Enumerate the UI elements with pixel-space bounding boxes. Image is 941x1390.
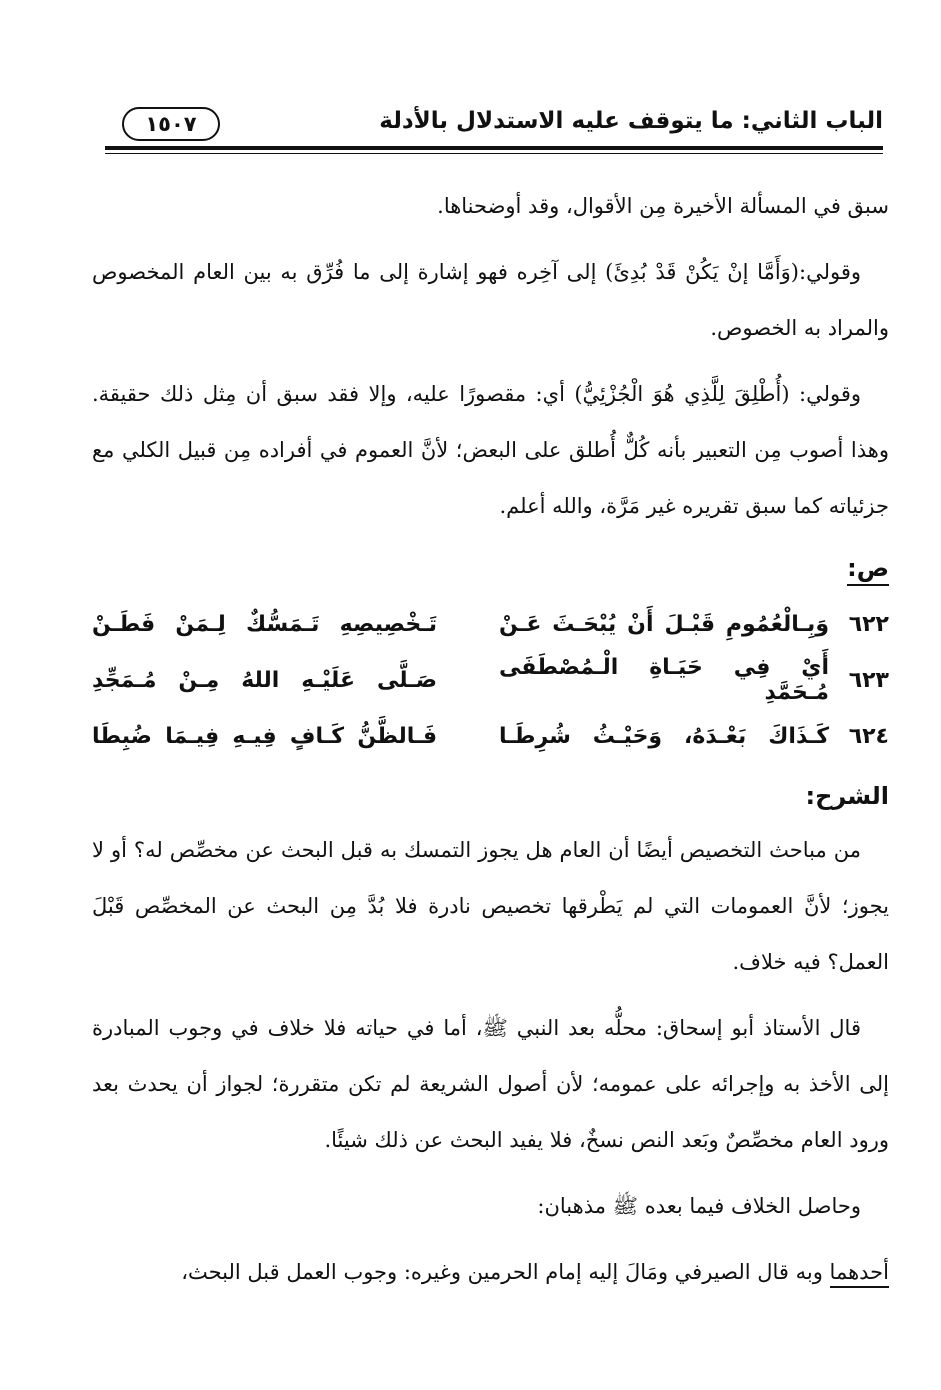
page-number-badge bbox=[122, 107, 220, 141]
verse-heading-label: ص: bbox=[847, 554, 889, 586]
page-number: ١٥٠٧ bbox=[145, 112, 197, 136]
paragraph: سبق في المسألة الأخيرة مِن الأقوال، وقد أوضحناها. bbox=[437, 194, 889, 218]
paragraph bbox=[92, 1244, 889, 1300]
verse-number: ٦٢٤ bbox=[848, 723, 889, 749]
underlined-lead-word: أحدهما bbox=[830, 1260, 889, 1288]
verse-second-hemistich: فَـالظَّنُّ كَـافٍ فِيـهِ فِيـمَا ضُبِطَا bbox=[92, 723, 437, 749]
verse-row bbox=[92, 596, 889, 652]
paragraph: من مباحث التخصيص أيضًا أن العام هل يجوز التمسك به قبل البحث عن مخصِّص له؟ أو لا يجوز؛ لأنَّ العمومات التي لم يَطْرقها تخصيص نادرة فلا بُدَّ مِن البحث عن المخصِّص قَبْلَ العمل؟ فيه خلاف. bbox=[92, 838, 889, 974]
verse-first-hemistich: وَبِـالْعُمُومِ قَبْـلَ أَنْ يُبْحَـثَ عَـنْ bbox=[499, 611, 829, 637]
verse-heading bbox=[92, 544, 889, 592]
paragraph-text: وبه قال الصيرفي ومَالَ إليه إمام الحرمين وغيره: وجوب العمل قبل البحث، bbox=[181, 1260, 830, 1284]
verse-first-hemistich: كَـذَاكَ بَعْـدَهُ، وَحَيْـثُ شُرِطَـا bbox=[499, 723, 829, 749]
paragraph: وقولي: (أُطْلِقَ لِلَّذِي هُوَ الْجُزْئِيُّ) أي: مقصورًا عليه، وإلا فقد سبق أن مِثل ذلك حقيقة. وهذا أصوب مِن التعبير بأنه كُلٌّ أُطلق على البعض؛ لأنَّ العموم في أفراده مِن قبيل الكلي مع جزئياته كما سبق تقريره غير مَرَّة، والله أعلم. bbox=[92, 382, 889, 518]
verse-number: ٦٢٣ bbox=[848, 667, 889, 693]
paragraph: وقولي:(وَأَمَّا إنْ يَكُنْ قَدْ بُدِئَ) إلى آخِره فهو إشارة إلى ما فُرِّق به بين العام المخصوص والمراد به الخصوص. bbox=[92, 260, 889, 340]
header-rule-thick bbox=[105, 146, 883, 150]
page-header bbox=[105, 96, 883, 154]
header-rule-thin bbox=[105, 153, 883, 154]
running-title: الباب الثاني: ما يتوقف عليه الاستدلال بالأدلة bbox=[379, 108, 883, 134]
paragraph: وحاصل الخلاف فيما بعده ﷺ مذهبان: bbox=[537, 1194, 861, 1218]
page-content bbox=[92, 178, 889, 1310]
verse-number: ٦٢٢ bbox=[848, 611, 889, 637]
verse-row bbox=[92, 652, 889, 708]
verse-second-hemistich: صَـلَّى عَلَيْـهِ اللهُ مِـنْ مُـمَجِّدِ bbox=[92, 667, 437, 693]
verse-row bbox=[92, 708, 889, 764]
paragraph: قال الأستاذ أبو إسحاق: محلُّه بعد النبي ﷺ، أما في حياته فلا خلاف في وجوب المبادرة إلى الأخذ به وإجرائه على عمومه؛ لأن أصول الشريعة لم تكن متقررة؛ لجواز أن يحدث بعد ورود العام مخصِّصٌ وبَعد النص نسخٌ، فلا يفيد البحث عن ذلك شيئًا. bbox=[92, 1016, 889, 1152]
verse-block bbox=[92, 596, 889, 764]
verse-second-hemistich: تَـخْصِيصِهِ تَـمَسُّكٌ لِـمَنْ فَطَـنْ bbox=[92, 611, 437, 637]
commentary-heading: الشرح: bbox=[805, 782, 889, 810]
verse-first-hemistich: أَيْ فِي حَيَـاةِ الْـمُصْطَفَى مُـحَمَّدِ bbox=[499, 655, 829, 705]
